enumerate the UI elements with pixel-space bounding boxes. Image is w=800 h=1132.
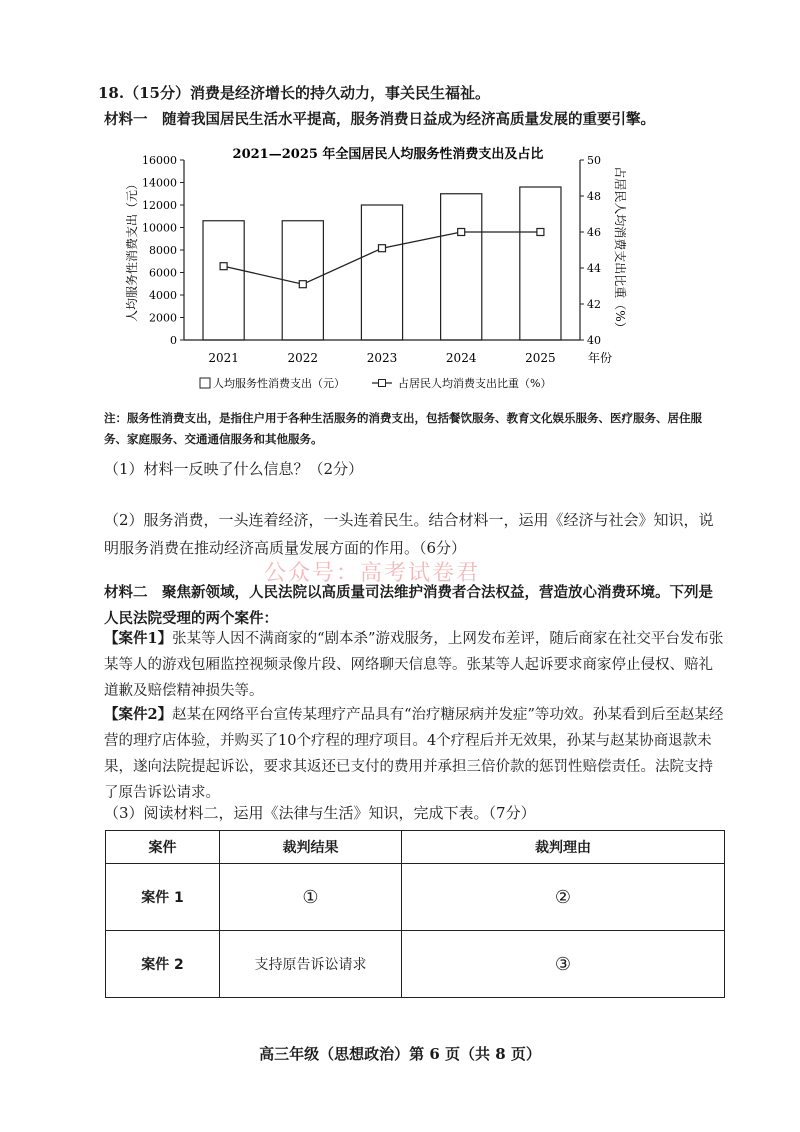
left-tick-label: 12000 [142,199,177,212]
case-two-label: 【案件2】 [104,706,173,723]
chart-line-point [458,229,465,236]
table-header-case: 案件 [106,831,220,864]
chart-bar [361,205,402,340]
legend-line-label: 占居民人均消费支出比重（%） [398,377,552,390]
page-footer: 高三年级（思想政治）第 6 页（共 8 页） [259,1045,541,1063]
table-cell-reason: ② [402,864,725,931]
table-cell-case: 案件 2 [106,931,220,998]
legend-bar-label: 人均服务性消费支出（元） [213,377,345,390]
x-tick-label: 2023 [366,351,398,365]
right-axis-label: 占居民人均消费支出比重（%） [613,166,627,334]
table-cell-reason: ③ [402,931,725,998]
left-tick-label: 14000 [142,176,177,190]
table-header-result: 裁判结果 [220,831,402,864]
x-tick-label: 2021 [208,351,239,365]
chart-line-point [299,281,306,288]
right-tick-label: 40 [587,334,601,347]
chart-bar [520,187,561,340]
left-tick-label: 10000 [142,221,177,235]
left-tick-label: 0 [170,334,177,347]
legend-bar-swatch [200,378,210,388]
chart-bar [203,221,244,340]
left-tick-label: 8000 [149,244,177,257]
legend-line-marker [379,380,386,387]
table-row [106,931,725,998]
right-tick-label: 48 [587,190,601,203]
table-cell-case: 案件 1 [106,864,220,931]
material-two: 材料二 聚焦新领域，人民法院以高质量司法维护消费者合法权益，营造放心消费环境。下列是人民法院受理的两个案件： [104,584,713,627]
x-tick-label: 2022 [287,351,319,365]
chart-note: 注：服务性消费支出，是指住户用于各种生活服务的消费支出，包括餐饮服务、教育文化娱乐服务、医疗服务、居住服务、家庭服务、交通通信服务和其他服务。 [104,411,702,446]
answer-table [105,830,725,998]
case-two [104,702,726,806]
question-header: 18.（15分）消费是经济增长的持久动力，事关民生福祉。 [98,84,490,102]
table-cell-result: 支持原告诉讼请求 [220,931,402,998]
right-tick-label: 44 [587,262,601,275]
left-tick-label: 16000 [142,154,177,167]
left-tick-label: 2000 [149,311,177,325]
chart-line-point [537,229,544,236]
table-header-row [106,831,725,864]
left-axis-label: 人均服务性消费支出（元） [125,177,139,323]
case-one-label: 【案件1】 [104,630,173,647]
left-tick-label: 6000 [149,266,177,280]
table-row [106,864,725,931]
x-unit-label: 年份 [587,351,613,365]
chart-line-point [220,263,227,270]
table-header-reason: 裁判理由 [402,831,725,864]
legend [200,376,551,390]
case-one [104,626,726,704]
chart-bar [441,194,482,340]
x-tick-label: 2025 [525,351,556,365]
material-one: 材料一 随着我国居民生活水平提高，服务消费日益成为经济高质量发展的重要引擎。 [104,111,655,128]
right-tick-label: 50 [587,154,601,167]
sub-question-1: （1）材料一反映了什么信息？（2分） [104,460,364,478]
left-tick-label: 4000 [149,289,177,302]
x-tick-label: 2024 [445,351,477,365]
service-consumption-chart [120,140,627,400]
case-two-text: 赵某在网络平台宣传某理疗产品具有“治疗糖尿病并发症”等功效。孙某看到后至赵某经营的理疗店体验，并购买了10个疗程的理疗项目。4个疗程后并无效果，孙某与赵某协商退款未果，遂向法院提起诉讼，要求其返还已支付的费用并承担三倍价款的惩罚性赔偿责任。法院支持了原告诉讼请求。 [104,707,724,801]
watermark: 公众号：高考试卷君 [264,561,481,586]
chart-title: 2021—2025 年全国居民人均服务性消费支出及占比 [232,147,544,162]
table-cell-result: ① [220,864,402,931]
case-one-text: 张某等人因不满商家的“剧本杀”游戏服务，上网发布差评，随后商家在社交平台发布张某等人的游戏包厢监控视频录像片段、网络聊天信息等。张某等人起诉要求商家停止侵权、赔礼道歉及赔偿精神损失等。 [104,631,724,699]
right-tick-label: 46 [587,226,601,239]
right-tick-label: 42 [587,298,601,311]
sub-question-2: （2）服务消费，一头连着经济，一头连着民生。结合材料一，运用《经济与社会》知识，说明服务消费在推动经济高质量发展方面的作用。（6分） [104,511,714,557]
chart-line-point [379,245,386,252]
sub-question-3: （3）阅读材料二，运用《法律与生活》知识，完成下表。（7分） [104,804,536,822]
